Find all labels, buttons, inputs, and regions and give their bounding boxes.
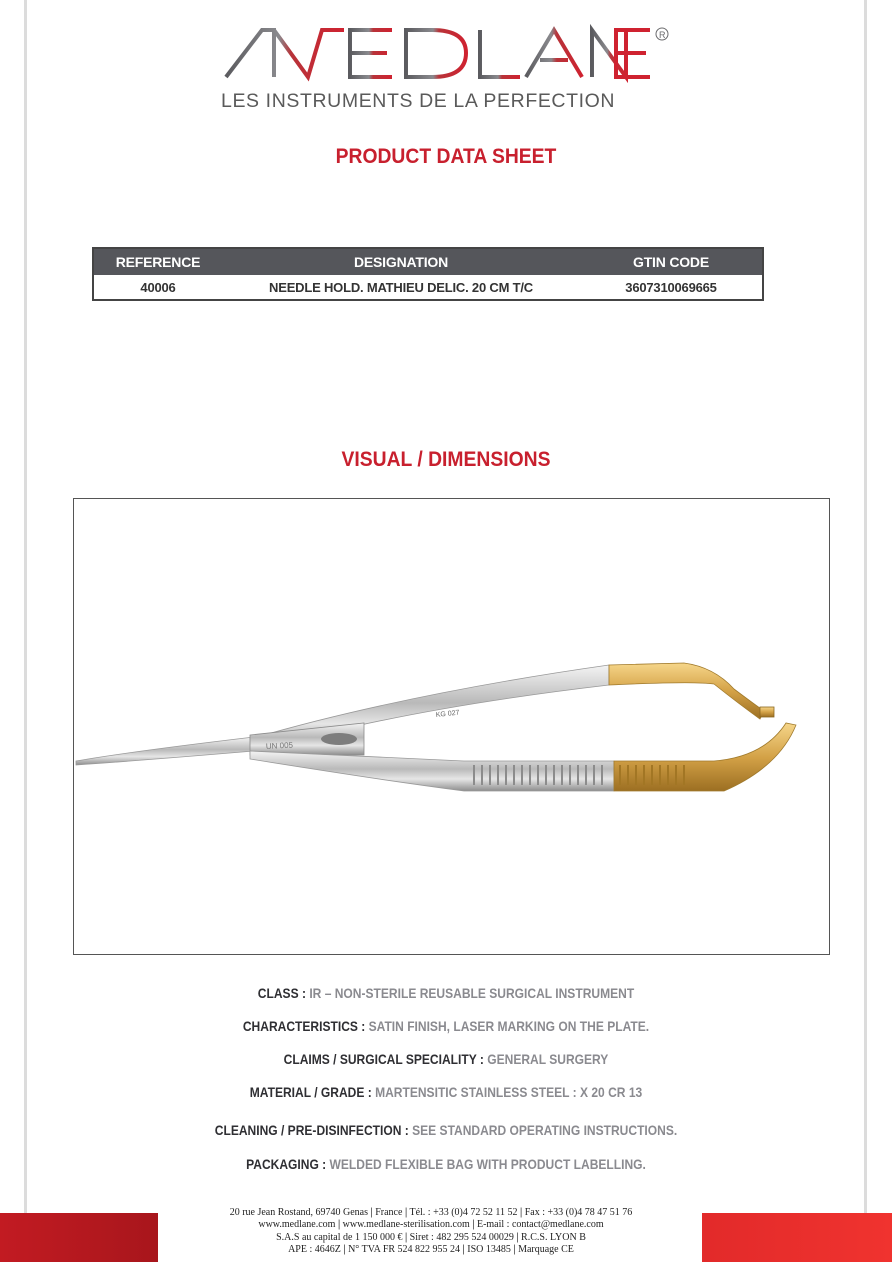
registered-mark: R xyxy=(659,30,666,40)
footer-bar-right xyxy=(702,1213,892,1262)
brand-tagline: LES INSTRUMENTS DE LA PERFECTION xyxy=(221,90,616,112)
footer-website-link[interactable]: www.medlane.com xyxy=(258,1219,336,1231)
marking-upper: KG 027 xyxy=(435,709,460,719)
spec-value: IR – NON-STERILE REUSABLE SURGICAL INSTRUMENT xyxy=(305,985,635,1001)
footer-line-certs: APE : 4646Z | N° TVA FR 524 822 955 24 | ISO 13485 | Marquage CE xyxy=(288,1243,574,1255)
footer-vat: N° TVA FR 524 822 955 24 xyxy=(348,1243,461,1255)
table-header-row xyxy=(93,248,763,275)
footer-line-web: www.medlane.com | www.medlane-sterilisation.com | E-mail : contact@medlane.com xyxy=(258,1219,604,1231)
left-border-line xyxy=(24,0,27,1262)
spec-value: SEE STANDARD OPERATING INSTRUCTIONS. xyxy=(408,1122,678,1138)
company-footer xyxy=(180,1207,682,1256)
spec-characteristics xyxy=(62,1018,829,1034)
spec-value: SATIN FINISH, LASER MARKING ON THE PLATE. xyxy=(365,1018,650,1034)
footer-country: France xyxy=(375,1207,403,1218)
needle-holder-illustration xyxy=(74,499,831,956)
header-designation: DESIGNATION xyxy=(222,248,580,275)
spec-packaging xyxy=(62,1156,829,1172)
sheet-title: PRODUCT DATA SHEET xyxy=(335,145,557,168)
footer-iso: ISO 13485 xyxy=(467,1243,511,1255)
reference-value: 40006 xyxy=(93,275,222,300)
spec-class xyxy=(62,985,829,1001)
footer-email-link[interactable]: E-mail : contact@medlane.com xyxy=(476,1219,604,1231)
footer-line-legal: S.A.S au capital de 1 150 000 € | Siret : 482 295 524 00029 | R.C.S. LYON B xyxy=(276,1231,586,1243)
footer-phone: Tél. : +33 (0)4 72 52 11 52 xyxy=(409,1207,518,1218)
footer-siret: Siret : 482 295 524 00029 xyxy=(409,1231,514,1243)
header-reference: REFERENCE xyxy=(93,248,222,275)
spec-claims xyxy=(62,1051,829,1067)
footer-rcs: R.C.S. LYON B xyxy=(521,1231,586,1243)
footer-capital: S.A.S au capital de 1 150 000 € xyxy=(276,1231,403,1243)
designation-value: NEEDLE HOLD. MATHIEU DELIC. 20 CM T/C xyxy=(222,275,580,300)
product-table xyxy=(92,247,764,301)
spec-label: CLEANING / PRE-DISINFECTION : xyxy=(214,1122,409,1138)
spec-label: CLASS : xyxy=(257,985,306,1001)
spec-cleaning xyxy=(62,1122,829,1138)
footer-bar-left xyxy=(0,1213,158,1262)
spec-value: WELDED FLEXIBLE BAG WITH PRODUCT LABELLING. xyxy=(326,1156,646,1172)
gtin-value: 3607310069665 xyxy=(580,275,763,300)
footer-fax: Fax : +33 (0)4 78 47 51 76 xyxy=(524,1207,633,1218)
spec-label: MATERIAL / GRADE : xyxy=(249,1084,372,1100)
spec-value: GENERAL SURGERY xyxy=(483,1051,609,1067)
table-row xyxy=(93,275,763,300)
footer-ape: APE : 4646Z xyxy=(288,1243,341,1255)
spec-label: PACKAGING : xyxy=(246,1156,327,1172)
spec-label: CHARACTERISTICS : xyxy=(242,1018,366,1034)
right-border-line xyxy=(864,0,867,1262)
spec-material xyxy=(62,1084,829,1100)
marking-lower: UN 005 xyxy=(265,740,294,751)
header-gtin: GTIN CODE xyxy=(580,248,763,275)
footer-ce: Marquage CE xyxy=(518,1243,574,1255)
spec-value: MARTENSITIC STAINLESS STEEL : X 20 CR 13 xyxy=(371,1084,643,1100)
footer-line-address: 20 rue Jean Rostand, 69740 Genas | France | Tél. : +33 (0)4 72 52 11 52 | Fax : +33 (0)4 78 47 51 76 xyxy=(229,1207,633,1218)
visual-title: VISUAL / DIMENSIONS xyxy=(341,448,551,471)
spec-label: CLAIMS / SURGICAL SPECIALITY : xyxy=(283,1051,484,1067)
footer-sterilisation-link[interactable]: www.medlane-sterilisation.com xyxy=(342,1219,470,1231)
footer-address: 20 rue Jean Rostand, 69740 Genas xyxy=(229,1207,369,1218)
visual-box xyxy=(73,498,830,955)
